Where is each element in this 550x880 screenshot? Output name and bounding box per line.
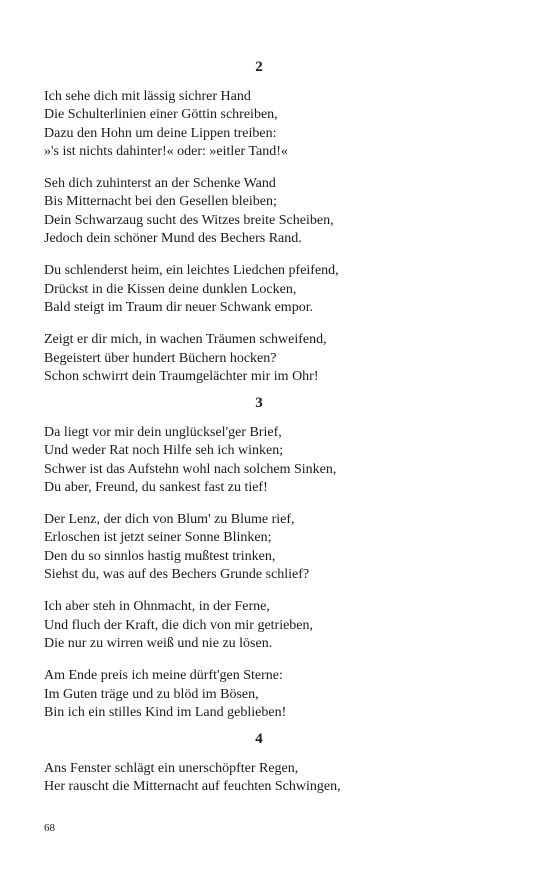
section-number: 3: [255, 395, 263, 411]
verse-line: Die nur zu wirren weiß und nie zu lösen.: [44, 635, 273, 651]
verse-line: Die Schulterlinien einer Göttin schreiben,: [44, 107, 278, 123]
verse-line: Im Guten träge und zu blöd im Bösen,: [44, 686, 259, 702]
verse-line: Dein Schwarzaug sucht des Witzes breite Scheiben,: [44, 212, 334, 228]
poem-section-4: [44, 730, 474, 811]
verse-line: Da liegt vor mir dein unglücksel'ger Brief,: [44, 425, 282, 440]
verse-line: Bin ich ein stilles Kind im Land geblieben!: [44, 704, 287, 720]
verse-line: Schwer ist das Aufstehn wohl nach solchem Sinken,: [44, 461, 337, 477]
verse-line: Und weder Rat noch Hilfe seh ich winken;: [44, 443, 284, 459]
stanza: [44, 760, 474, 797]
verse-line: Zeigt er dir mich, in wachen Träumen schweifend,: [44, 332, 327, 348]
verse-line: Her rauscht die Mitternacht auf feuchten Schwingen,: [44, 779, 341, 795]
verse-line: Schon schwirrt dein Traumgelächter mir im Ohr!: [44, 368, 319, 384]
verse-line: Drückst in die Kissen deine dunklen Locken,: [44, 281, 297, 297]
verse-line: Ich sehe dich mit lässig sichrer Hand: [44, 89, 251, 104]
verse-line: Du aber, Freund, du sankest fast zu tief!: [44, 479, 268, 495]
section-number: 4: [255, 731, 263, 747]
stanza: [44, 175, 474, 248]
stanza: [44, 511, 474, 584]
verse-line: Am Ende preis ich meine dürft'gen Sterne:: [44, 668, 283, 684]
verse-line: Dazu den Hohn um deine Lippen treiben:: [44, 125, 277, 141]
stanza: [44, 88, 474, 161]
verse-line: Siehst du, was auf des Bechers Grunde schlief?: [44, 567, 310, 583]
verse-line: Ans Fenster schlägt ein unerschöpfter Regen,: [44, 761, 299, 776]
stanza: [44, 331, 474, 386]
verse-line: Und fluch der Kraft, die dich von mir getrieben,: [44, 617, 314, 633]
verse-line: Du schlenderst heim, ein leichtes Liedchen pfeifend,: [44, 263, 339, 279]
page-number: 68: [44, 822, 55, 834]
poem-section-2: [44, 58, 474, 400]
verse-line: Begeistert über hundert Büchern hocken?: [44, 350, 277, 366]
stanza: [44, 598, 474, 653]
section-number: 2: [255, 59, 263, 75]
verse-line: Bald steigt im Traum dir neuer Schwank empor.: [44, 299, 314, 315]
stanza: [44, 424, 474, 497]
verse-line: Ich aber steh in Ohnmacht, in der Ferne,: [44, 599, 270, 615]
verse-line: Jedoch dein schöner Mund des Bechers Rand.: [44, 231, 302, 247]
verse-line: Den du so sinnlos hastig mußtest trinken,: [44, 548, 276, 564]
verse-line: Erloschen ist jetzt seiner Sonne Blinken;: [44, 530, 272, 546]
poem-section-3: [44, 394, 474, 736]
verse-line: Seh dich zuhinterst an der Schenke Wand: [44, 176, 276, 192]
verse-line: Der Lenz, der dich von Blum' zu Blume rief,: [44, 512, 295, 528]
stanza: [44, 667, 474, 722]
verse-line: Bis Mitternacht bei den Gesellen bleiben;: [44, 194, 277, 210]
stanza: [44, 262, 474, 317]
verse-line: »'s ist nichts dahinter!« oder: »eitler Tand!«: [44, 143, 288, 159]
